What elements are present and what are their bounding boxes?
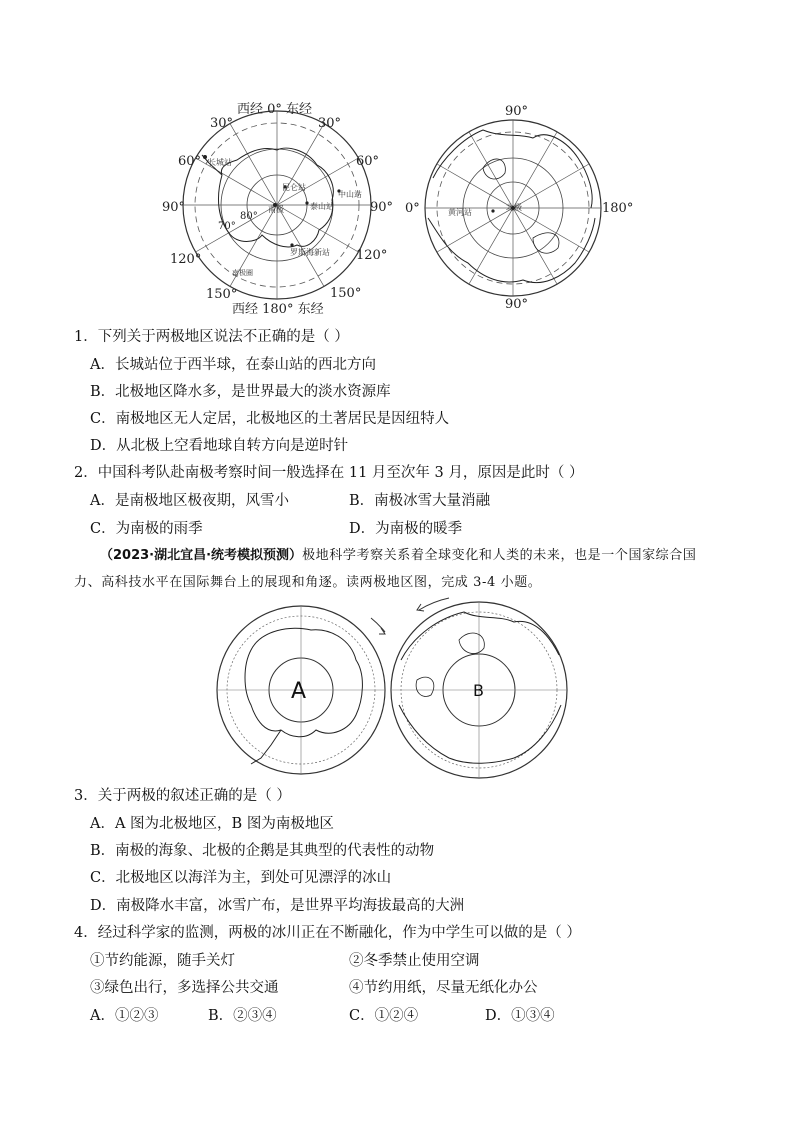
intro-line-2: 力、高科技水平在国际舞台上的展现和角逐。读两极地区图，完成 3-4 小题。	[74, 575, 542, 590]
polar-maps-figure-1	[162, 95, 640, 320]
south-pole-label: 南极	[268, 205, 284, 214]
question-4	[74, 923, 581, 943]
q4-item-3: ③绿色出行，多选择公共交通	[90, 980, 279, 996]
q4-item-4: ④节约用纸，尽量无纸化办公	[349, 980, 538, 996]
lon-label-w150: 150°	[206, 287, 238, 302]
q4-item-1: ①节约能源，随手关灯	[90, 953, 235, 969]
map-a-label: A	[291, 679, 307, 704]
lon-label-w90: 90°	[162, 200, 186, 215]
q4-option-c[interactable]: C．①②④	[349, 1008, 419, 1024]
question-number: 4．	[74, 925, 98, 941]
q3-option-c[interactable]: C．北极地区以海洋为主，到处可见漂浮的冰山	[90, 870, 392, 886]
q1-option-b[interactable]: B．北极地区降水多，是世界最大的淡水资源库	[90, 384, 391, 400]
station-changcheng: 长城站	[208, 158, 232, 167]
polar-maps-figure-2	[215, 598, 575, 778]
north-pole-label: 北极	[506, 203, 522, 212]
station-taishan: 泰山站	[310, 202, 334, 211]
lon-label-e30: 30°	[318, 116, 342, 131]
map-b-label: B	[473, 681, 484, 700]
lon-label-w30: 30°	[210, 116, 234, 131]
question-number: 2．	[74, 465, 98, 481]
left-map-bottom-label: 西经 180° 东经	[232, 302, 324, 317]
q2-option-a[interactable]: A．是南极地区极夜期，风雪小	[90, 493, 289, 509]
question-2	[74, 463, 583, 483]
q2-option-c[interactable]: C．为南极的雨季	[90, 521, 203, 537]
q4-option-d[interactable]: D．①③④	[485, 1008, 555, 1024]
q4-option-a[interactable]: A．①②③	[90, 1008, 159, 1024]
station-luosihai: 罗斯海新站	[290, 248, 330, 257]
q2-option-d[interactable]: D．为南极的暖季	[349, 521, 463, 537]
q3-option-d[interactable]: D．南极降水丰富，冰雪广布，是世界平均海拔最高的大洲	[90, 898, 465, 914]
question-stem: 下列关于两极地区说法不正确的是（ ）	[97, 329, 349, 345]
q1-option-d[interactable]: D．从北极上空看地球自转方向是逆时针	[90, 438, 349, 454]
q4-option-b[interactable]: B．②③④	[208, 1008, 277, 1024]
question-number: 1．	[74, 329, 98, 345]
intro-source: （2023·湖北宜昌·统考模拟预测）	[100, 548, 303, 563]
q1-option-a[interactable]: A．长城站位于西半球，在泰山站的西北方向	[90, 357, 376, 373]
arctic-lon-0: 0°	[405, 201, 420, 216]
lon-label-e60: 60°	[356, 154, 380, 169]
lon-label-e120: 120°	[356, 248, 388, 263]
question-stem: 经过科学家的监测，两极的冰川正在不断融化，作为中学生可以做的是（ ）	[97, 925, 581, 941]
arctic-lon-90-top: 90°	[505, 104, 529, 119]
arctic-lon-90-bottom: 90°	[505, 297, 529, 312]
left-map-top-label: 西经 0° 东经	[237, 102, 313, 117]
question-stem: 关于两极的叙述正确的是（ ）	[97, 788, 291, 804]
lon-label-w60: 60°	[178, 154, 202, 169]
intro-text-1: 极地科学考察关系着全球变化和人类的未来，也是一个国家综合国	[302, 548, 697, 563]
intro-line-1	[100, 546, 696, 566]
question-3	[74, 786, 291, 806]
station-kunlun: 昆仑站	[282, 183, 306, 192]
q3-option-a[interactable]: A．A 图为北极地区，B 图为南极地区	[90, 816, 334, 832]
question-number: 3．	[74, 788, 98, 804]
q4-item-2: ②冬季禁止使用空调	[349, 953, 480, 969]
station-huanghe: 黄河站	[448, 208, 472, 217]
lon-label-e150: 150°	[330, 286, 362, 301]
lon-label-e90: 90°	[370, 200, 394, 215]
arctic-lon-180: 180°	[602, 201, 634, 216]
lat-label-80: 80°	[240, 211, 258, 222]
lat-label-70: 70°	[218, 221, 236, 232]
antarctic-circle-label: 南极圈	[232, 269, 253, 277]
lon-label-w120: 120°	[170, 252, 202, 267]
station-zhongshan: 中山站	[338, 190, 362, 199]
q2-option-b[interactable]: B．南极冰雪大量消融	[349, 493, 491, 509]
q1-option-c[interactable]: C．南极地区无人定居，北极地区的土著居民是因纽特人	[90, 411, 450, 427]
q3-option-b[interactable]: B．南极的海象、北极的企鹅是其典型的代表性的动物	[90, 843, 435, 859]
question-1	[74, 327, 349, 347]
question-stem: 中国科考队赴南极考察时间一般选择在 11 月至次年 3 月，原因是此时（ ）	[97, 465, 584, 481]
